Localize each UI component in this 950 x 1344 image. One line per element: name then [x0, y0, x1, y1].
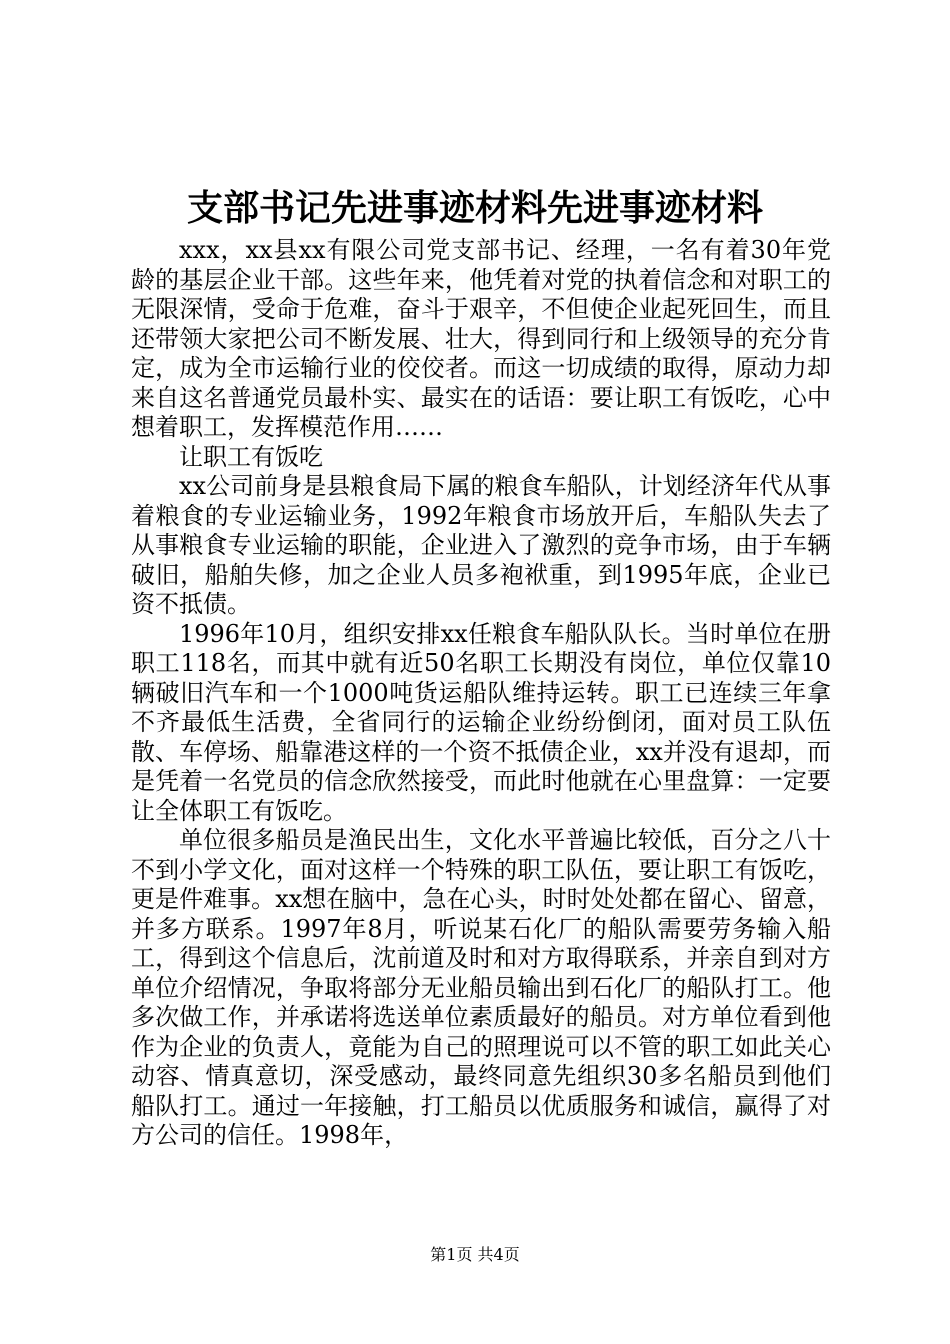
page-number-footer: 第1页 共4页: [430, 1245, 520, 1264]
document-title: 支部书记先进事迹材料先进事迹材料: [186, 187, 763, 229]
paragraph-company-history: xx公司前身是县粮食局下属的粮食车船队，计划经济年代从事着粮食的专业运输业务，1992年粮食市场放开后，车船队失去了从事粮食专业运输的职能，企业进入了激烈的竞争市场，由于车辆破旧，船舶失修，加之企业人员多袍袱重，到1995年底，企业已资不抵债。: [131, 472, 831, 618]
paragraph-appointment: 1996年10月，组织安排xx任粮食车船队队长。当时单位在册职工118名，而其中就有近50名职工长期没有岗位，单位仅靠10辆破旧汽车和一个1000吨货运船队维持运转。职工已连续三年拿不齐最低生活费，全省同行的运输企业纷纷倒闭，面对员工队伍散、车停场、船靠港这样的一个资不抵债企业，xx并没有退却，而是凭着一名党员的信念欣然接受，而此时他就在心里盘算：一定要让全体职工有饭吃。: [131, 619, 831, 825]
document-body: [131, 236, 831, 1151]
paragraph-intro: xxx，xx县xx有限公司党支部书记、经理，一名有着30年党龄的基层企业干部。这些年来，他凭着对党的执着信念和对职工的无限深情，受命于危难，奋斗于艰辛，不但使企业起死回生，而且还带领大家把公司不断发展、壮大，得到同行和上级领导的充分肯定，成为全市运输行业的佼佼者。而这一切成绩的取得，原动力却来自这名普通党员最朴实、最实在的话语：要让职工有饭吃，心中想着职工，发挥模范作用……: [131, 236, 831, 441]
paragraph-crew-employment: 单位很多船员是渔民出生，文化水平普遍比较低，百分之八十不到小学文化，面对这样一个特殊的职工队伍，要让职工有饭吃，更是件难事。xx想在脑中，急在心头，时时处处都在留心、留意，并多方联系。1997年8月，听说某石化厂的船队需要劳务输入船工，得到这个信息后，沈前道及时和对方取得联系，并亲自到对方单位介绍情况，争取将部分无业船员输出到石化厂的船队打工。他多次做工作，并承诺将选送单位素质最好的船员。对方单位看到他作为企业的负责人，竟能为自己的照理说可以不管的职工如此关心动容、情真意切，深受感动，最终同意先组织30多名船员到他们船队打工。通过一年接触，打工船员以优质服务和诚信，赢得了对方公司的信任。1998年，: [131, 826, 831, 1149]
section-heading: 让职工有饭吃: [179, 442, 323, 471]
